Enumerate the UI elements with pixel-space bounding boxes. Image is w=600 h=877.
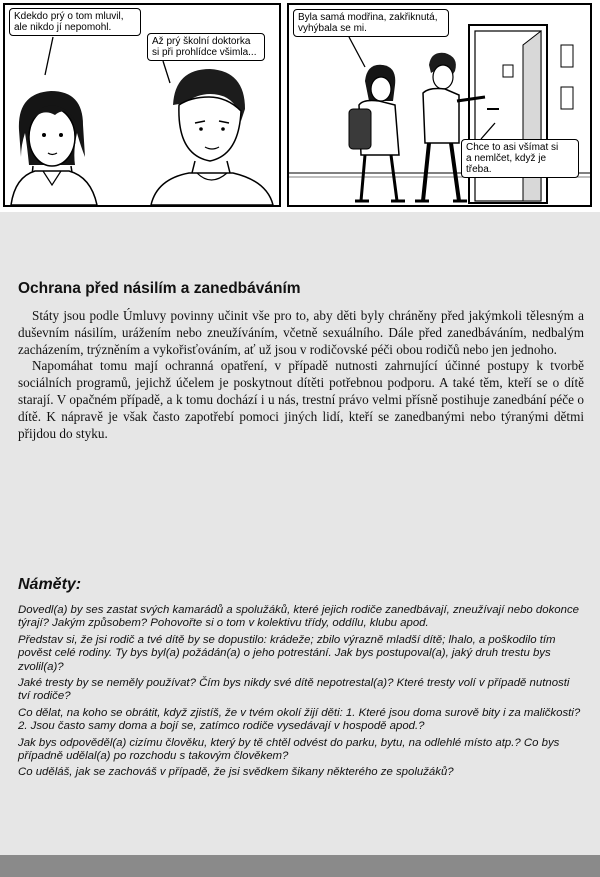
idea-item: Co dělat, na koho se obrátit, když zjistíš, že v tvém okolí žijí děti: 1. Které jsou doma surově bity i za maličkosti? 2. Jsou často samy doma a bojí se, zatímco rodiče vysedávají v hospodě apod.? — [18, 706, 581, 733]
comic-panel-left — [3, 3, 281, 207]
ideas-list — [18, 604, 584, 780]
girl-figure — [11, 91, 97, 205]
boy-figure — [151, 69, 273, 205]
speech-bubble-1: Kdekdo prý o tom mluvil, ale nikdo jí nepomohl. — [9, 8, 141, 36]
bottom-bar — [0, 855, 600, 877]
idea-item: Dovedl(a) by ses zastat svých kamarádů a spolužáků, které jejich rodiče zanedbávají, zneužívají nebo dokonce týrají? Jakým způsobem? Pohovořte si o tom v kolektivu třídy, oddílu, klubu apod. — [18, 604, 579, 630]
ideas-heading: Náměty: — [18, 576, 82, 593]
idea-item: Představ si, že jsi rodič a tvé dítě by se dopustilo: krádeže; zbilo výrazně mladší dítě; lhalo, a poškodilo tím pověst celé rodiny. Ty bys byl(a) požádán(a) o jeho potrestání. Jak bys postupoval(a), jaký druh trestu bys zvolil(a)? — [18, 633, 556, 673]
girl-with-backpack — [349, 65, 405, 201]
speech-bubble-2: Až prý školní doktorka si při prohlídce všimla... — [147, 33, 265, 61]
article-paragraph-1: Státy jsou podle Úmluvy povinny učinit vše pro to, aby děti byly chráněny před jakýmkoli tělesným a duševním násilím, urážením nebo zneužíváním, včetně sexuálního. Dále před zanedbáváním, nedbalým zacházením, trýzněním a vykořisťováním, ať už jsou v rodičovské péči obou rodičů nebo jen jednoho. — [18, 308, 584, 357]
speech-bubble-4: Chce to asi všímat si a nemlčet, když je třeba. — [461, 139, 579, 178]
speech-bubble-3: Byla samá modřina, zakřiknutá, vyhýbala se mi. — [293, 9, 449, 37]
article-heading: Ochrana před násilím a zanedbáváním — [18, 280, 301, 297]
idea-item: Jaké tresty by se neměly používat? Čím bys nikdy své dítě nepotrestal(a)? Které tresty volí v případě nutnosti tví rodiče? — [18, 677, 570, 703]
content-area — [0, 212, 600, 877]
idea-item: Jak bys odpověděl(a) cizímu člověku, který by tě chtěl odvést do parku, bytu, na odlehlé místo atp.? Co bys případně udělal(a) po rozchodu s takovým člověkem? — [18, 736, 560, 763]
ideas-section — [18, 576, 584, 783]
article-section — [18, 280, 584, 442]
idea-item: Co uděláš, jak se zachováš v případě, že jsi svědkem šikany některého ze spolužáků? — [18, 766, 454, 779]
comic-strip — [0, 0, 600, 210]
article-paragraph-2: Napomáhat tomu mají ochranná opatření, v případě nutnosti zahrnující účinné postupy k tvorbě sociálních programů, jejichž účelem je poskytnout dítěti potřebnou podporu. A také těm, kteří se o dítě starají. V opačném případě, a k tomu dochází i u nás, trestní právo velmi přísně postihuje zanedbání péče o dítě. K nápravě je však často zapotřebí pomoci jiných lidí, kteří se zanedbanými nebo týranými dětmi přijdou do styku. — [18, 358, 584, 441]
comic-panel-right — [287, 3, 592, 207]
